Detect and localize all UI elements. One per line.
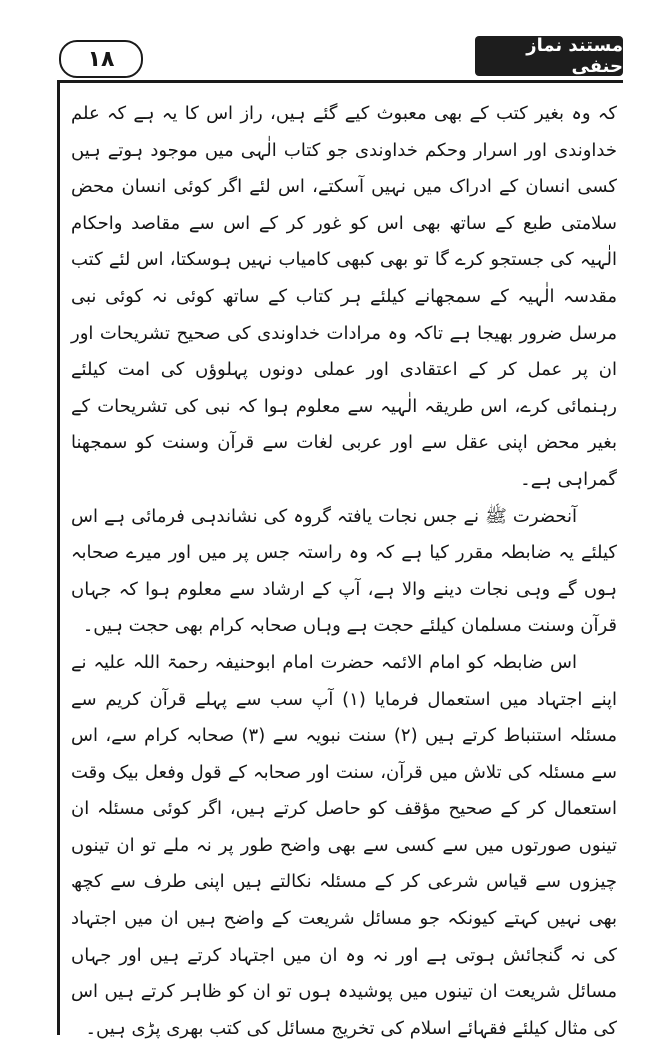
page-number: ۱۸	[59, 40, 143, 78]
page-header	[57, 34, 623, 84]
margin-rule	[57, 80, 60, 1035]
paragraph-1: کہ وہ بغیر کتب کے بھی معبوث کیے گئے ہیں، راز اس کا یہ ہے کہ علم خداوندی اور اسرار وحکم خداوندی جو کتاب الٰہی میں موجود ہوتے ہیں کسی انسان کے ادراک میں نہیں آسکتے، اس لئے اگر کوئی انسان محض سلامتی طبع کے ساتھ بھی اس کو غور کر کے اس سے مقاصد واحکام الٰہیہ کی جستجو کرے گا تو بھی کبھی کامیاب نہیں ہوسکتا، اس لئے کتب مقدسہ الٰہیہ کے سمجھانے کیلئے ہر کتاب کے ساتھ کوئی نہ کوئی نبی مرسل ضرور بھیجا ہے تاکہ وہ مرادات خداوندی کی صحیح تشریحات اور ان پر عمل کر کے اعتقادی اور عملی دونوں پہلوؤں کی امت کیلئے رہنمائی کرے، اس طریقہ الٰہیہ سے معلوم ہوا کہ نبی کی تشریحات کے بغیر محض اپنی عقل سے اور عربی لغات سے قرآن وسنت کو سمجھنا گمراہی ہے۔	[71, 103, 617, 490]
paragraph-2: آنحضرت ﷺ نے جس نجات یافتہ گروہ کی نشاندہی فرمائی ہے اس کیلئے یہ ضابطہ مقرر کیا ہے کہ وہ راستہ جس پر میں اور میرے صحابہ ہوں گے وہی نجات دینے والا ہے، آپ کے ارشاد سے معلوم ہوا کہ جہاں قرآن وسنت مسلمان کیلئے حجت ہے وہاں صحابہ کرام بھی حجت ہیں۔	[71, 505, 617, 637]
book-title: مستند نماز حنفی	[475, 36, 623, 76]
body-text	[71, 96, 617, 1047]
paragraph-3: اس ضابطہ کو امام الائمہ حضرت امام ابوحنیفہ رحمۃ اللہ علیہ نے اپنے اجتہاد میں استعمال فرمایا (۱) آپ سب سے پہلے قرآن کریم سے مسئلہ استنباط کرتے ہیں (۲) سنت نبویہ سے (۳) صحابہ کرام سے، اس سے مسئلہ کی تلاش میں قرآن، سنت اور صحابہ کے قول وفعل بیک وقت استعمال کر کے صحیح مؤقف کو حاصل کرتے ہیں، اگر کوئی مسئلہ ان تینوں صورتوں میں سے کسی سے بھی واضح طور پر نہ ملے تو ان تینوں چیزوں سے قیاس شرعی کر کے مسئلہ نکالتے ہیں اپنی طرف سے کچھ بھی نہیں کہتے کیونکہ جو مسائل شریعت کے واضح ہیں ان میں اجتہاد کی نہ گنجائش ہوتی ہے اور نہ وہ ان میں اجتہاد کرتے ہیں اور جہاں مسائل شریعت ان تینوں میں پوشیدہ ہوں تو ان کو ظاہر کرتے ہیں اس کی مثال کیلئے فقہائے اسلام کی تخریج مسائل کی کتب بھری پڑی ہیں۔	[71, 651, 618, 1039]
page-frame	[57, 34, 623, 1039]
header-rule	[57, 80, 623, 83]
